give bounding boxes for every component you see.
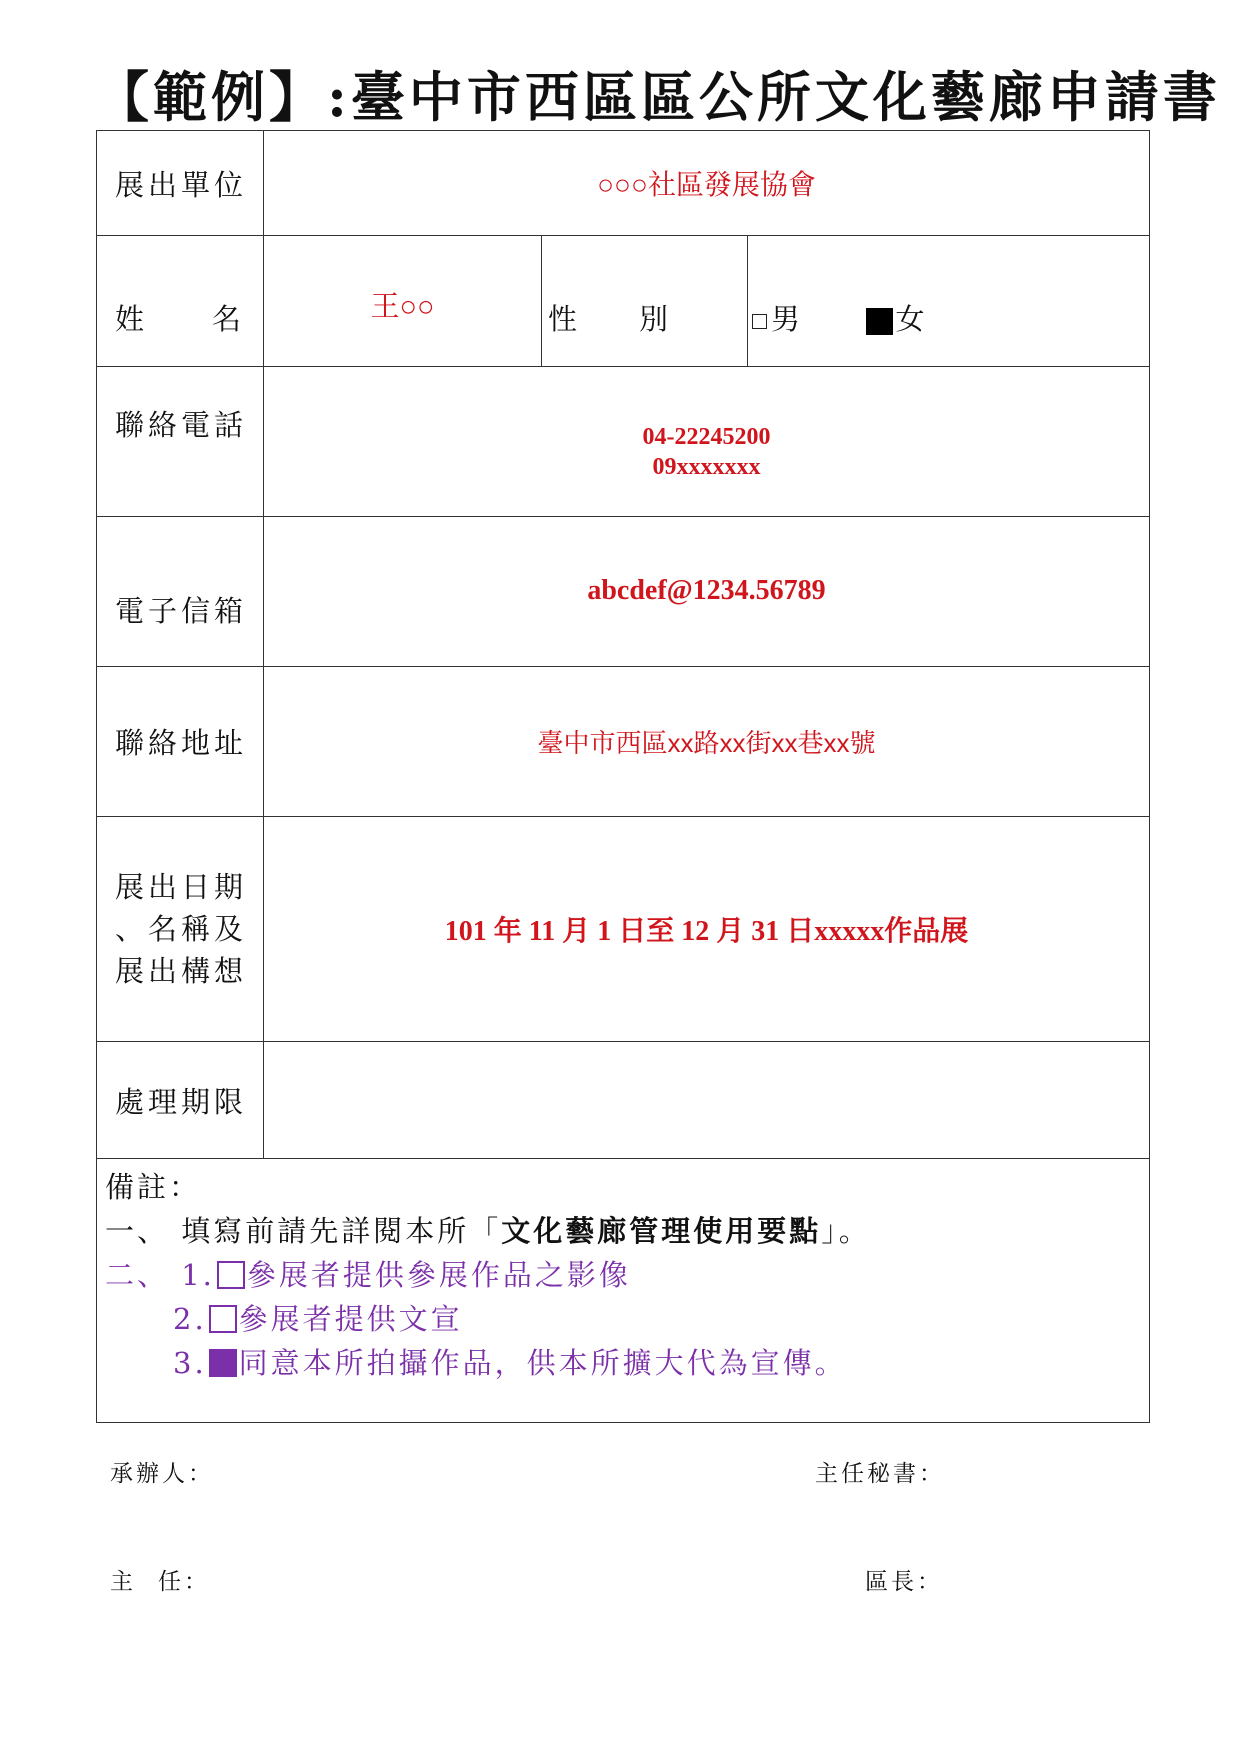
note-item-3-prefix: 2.: [173, 1302, 207, 1336]
note-item-1: [105, 1209, 1141, 1253]
unit-label: 展出單位: [97, 131, 264, 236]
phone-value-field[interactable]: [264, 367, 1150, 517]
exhibition-label-line-1: 展出日期: [115, 870, 248, 904]
row-deadline: [97, 1042, 1150, 1159]
page-title: 【範例】:臺中市西區區公所文化藝廊申請書: [95, 65, 1221, 129]
phone-value-1: 04-22245200: [642, 423, 771, 450]
note-item-2: [105, 1253, 1141, 1297]
gender-male-option[interactable]: [752, 302, 800, 336]
notes-section: [97, 1159, 1150, 1423]
note-item-3: [105, 1297, 1141, 1341]
name-label-char-1: 姓: [115, 302, 149, 336]
row-name-gender: [97, 236, 1150, 367]
note-item-4-prefix: 3.: [173, 1346, 207, 1380]
note-2-checkbox[interactable]: [217, 1261, 245, 1289]
note-item-2-text: 參展者提供參展作品之影像: [246, 1258, 631, 1292]
note-item-4: [105, 1341, 1141, 1385]
gender-options: [748, 236, 1150, 367]
row-exhibition: [97, 817, 1150, 1042]
row-notes: [97, 1159, 1150, 1423]
male-checkbox[interactable]: [752, 314, 767, 329]
exhibition-label: [97, 817, 264, 1042]
unit-value-field[interactable]: ○○○社區發展協會: [264, 131, 1150, 236]
note-item-1-prefix: 一、 填寫前請先詳閱本所「: [105, 1214, 502, 1248]
name-label: [97, 236, 264, 367]
director-label-char-2: 任：: [158, 1569, 210, 1595]
note-item-1-suffix: 」。: [821, 1214, 871, 1248]
email-label: 電子信箱: [97, 517, 264, 667]
deadline-value-field[interactable]: [264, 1042, 1150, 1159]
director-signature-label: [110, 1563, 210, 1596]
handler-signature-label: 承辦人：: [110, 1461, 214, 1487]
notes-heading: 備註：: [105, 1170, 202, 1204]
exhibition-value-field[interactable]: 101 年 11 月 1 日至 12 月 31 日xxxxx作品展: [264, 817, 1150, 1042]
application-form-table: [96, 130, 1150, 1423]
phone-value-2: 09xxxxxxx: [652, 453, 761, 480]
row-phone: [97, 367, 1150, 517]
female-label: 女: [895, 302, 925, 336]
deadline-label: 處理期限: [97, 1042, 264, 1159]
gender-label-char-1: 性: [548, 302, 578, 336]
note-item-3-text: 參展者提供文宣: [238, 1302, 463, 1336]
address-label: 聯絡地址: [97, 667, 264, 817]
email-value-field[interactable]: abcdef@1234.56789: [264, 517, 1150, 667]
gender-female-option[interactable]: [866, 302, 924, 336]
chief-signature-label: 區長：: [865, 1569, 943, 1595]
name-label-char-2: 名: [211, 302, 245, 336]
female-checkbox-checked[interactable]: [866, 308, 893, 335]
male-label: 男: [771, 302, 801, 336]
note-item-4-text: 同意本所拍攝作品，供本所擴大代為宣傳。: [238, 1346, 847, 1380]
note-item-1-bold: 文化藝廊管理使用要點: [501, 1214, 822, 1248]
gender-label: [542, 236, 748, 367]
row-unit: [97, 131, 1150, 236]
name-value-field[interactable]: 王○○: [264, 236, 542, 367]
exhibition-label-line-3: 展出構想: [115, 954, 248, 988]
exhibition-label-line-2: 、名稱及: [115, 912, 248, 946]
note-3-checkbox[interactable]: [209, 1305, 237, 1333]
row-email: [97, 517, 1150, 667]
secretary-signature-label: 主任秘書：: [815, 1461, 945, 1487]
director-label-char-1: 主: [110, 1569, 136, 1595]
note-item-2-prefix: 二、 1.: [105, 1258, 215, 1292]
address-value-field[interactable]: 臺中市西區xx路xx街xx巷xx號: [264, 667, 1150, 817]
note-4-checkbox-checked[interactable]: [209, 1349, 237, 1377]
gender-label-char-2: 別: [638, 302, 668, 336]
row-address: [97, 667, 1150, 817]
phone-label: 聯絡電話: [97, 367, 264, 517]
